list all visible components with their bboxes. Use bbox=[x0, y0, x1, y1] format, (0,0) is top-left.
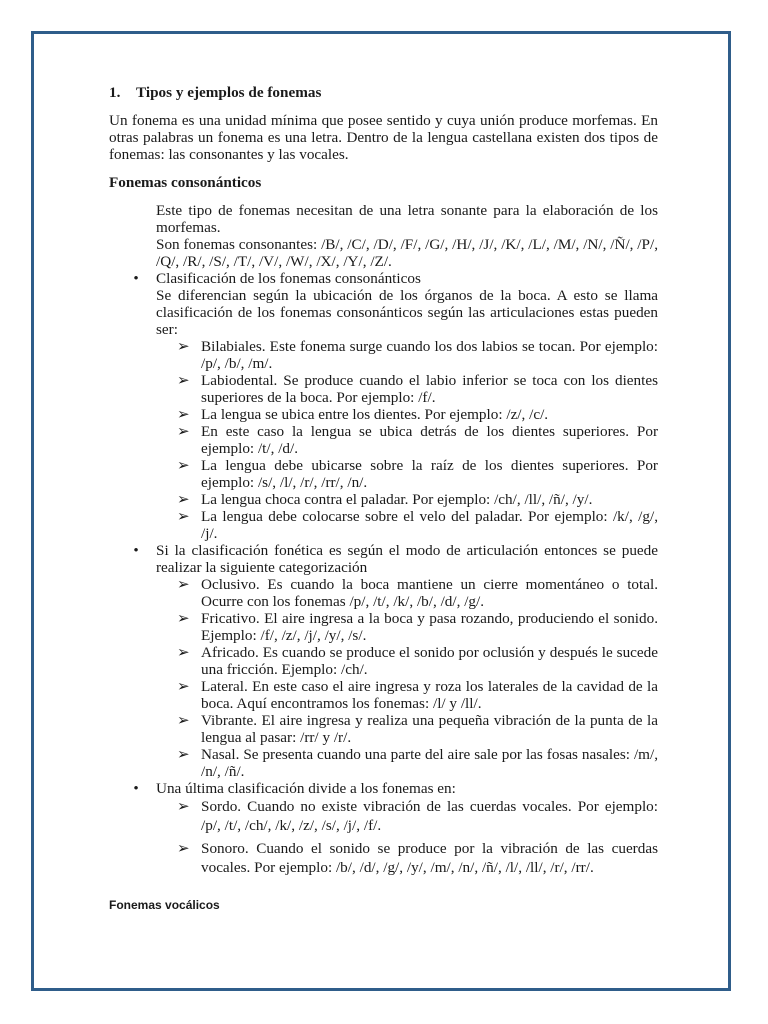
bullet-icon: • bbox=[133, 780, 139, 797]
bullet-articulation-mode bbox=[109, 542, 658, 780]
bullet-articulation-place bbox=[109, 270, 658, 542]
list-item-text: Lateral. En este caso el aire ingresa y roza los laterales de la cavidad de la boca. Aquí encontramos los fonemas: /l/ y /ll/. bbox=[201, 678, 658, 712]
list-item-text: La lengua debe colocarse sobre el velo del paladar. Por ejemplo: /k/, /g/, /j/. bbox=[201, 508, 658, 542]
list-item bbox=[156, 338, 658, 372]
intro-paragraph: Un fonema es una unidad mínima que posee sentido y cuya unión produce morfemas. En otras palabras un fonema es una letra. Dentro de la lengua castellana existen dos tipos de fonemas: las consonantes y las vocales. bbox=[109, 112, 658, 163]
list-item-text: La lengua choca contra el paladar. Por ejemplo: /ch/, /ll/, /ñ/, /y/. bbox=[201, 491, 593, 508]
list-item-text: Labiodental. Se produce cuando el labio inferior se toca con los dientes superiores de la boca. Por ejemplo: /f/. bbox=[201, 372, 658, 406]
list-item-text: Vibrante. El aire ingresa y realiza una pequeña vibración de la punta de la lengua al pasar: /rr/ y /r/. bbox=[201, 712, 658, 746]
list-item-text: Fricativo. El aire ingresa a la boca y pasa rozando, produciendo el sonido. Ejemplo: /f/, /z/, /j/, /y/, /s/. bbox=[201, 610, 658, 644]
arrow-bullet-icon: ➢ bbox=[177, 610, 190, 627]
arrow-bullet-icon: ➢ bbox=[177, 372, 190, 389]
consonant-paragraph-1: Este tipo de fonemas necesitan de una letra sonante para la elaboración de los morfemas. bbox=[156, 202, 658, 236]
bullet-icon: • bbox=[133, 542, 139, 559]
bullet-title: Una última clasificación divide a los fonemas en: bbox=[156, 780, 456, 797]
list-item bbox=[156, 372, 658, 406]
list-item-text: Nasal. Se presenta cuando una parte del aire sale por las fosas nasales: /m/, /n/, /ñ/. bbox=[201, 746, 658, 780]
list-item bbox=[156, 610, 658, 644]
arrow-bullet-icon: ➢ bbox=[177, 840, 190, 857]
list-item-text: Oclusivo. Es cuando la boca mantiene un cierre momentáneo o total. Ocurre con los fonemas /p/, /t/, /k/, /b/, /d/, /g/. bbox=[201, 576, 658, 610]
section-heading bbox=[109, 84, 658, 101]
arrow-bullet-icon: ➢ bbox=[177, 338, 190, 355]
list-item bbox=[156, 839, 658, 877]
list-item-text: Africado. Es cuando se produce el sonido por oclusión y después le sucede una fricción. Ejemplo: /ch/. bbox=[201, 644, 658, 678]
consonant-heading: Fonemas consonánticos bbox=[109, 174, 262, 191]
bullet-title: Clasificación de los fonemas consonánticos bbox=[156, 270, 421, 287]
consonant-paragraph-2: Son fonemas consonantes: /B/, /C/, /D/, /F/, /G/, /H/, /J/, /K/, /L/, /M/, /N/, /Ñ/, /P/, /Q/, /R/, /S/, /T/, /V/, /W/, /X/, /Y/, /Z/. bbox=[156, 236, 658, 270]
arrow-bullet-icon: ➢ bbox=[177, 406, 190, 423]
list-item bbox=[156, 678, 658, 712]
section-title: Tipos y ejemplos de fonemas bbox=[136, 84, 322, 101]
list-item bbox=[156, 457, 658, 491]
list-item-text: Sordo. Cuando no existe vibración de las cuerdas vocales. Por ejemplo: /p/, /t/, /ch/, /k/, /z/, /s/, /j/, /f/. bbox=[201, 798, 658, 834]
list-item bbox=[156, 644, 658, 678]
bullet-voicing bbox=[109, 780, 658, 877]
bullet-description: Se diferencian según la ubicación de los órganos de la boca. A esto se llama clasificación de los fonemas consonánticos según las articulaciones estas pueden ser: bbox=[156, 287, 658, 338]
arrow-bullet-icon: ➢ bbox=[177, 576, 190, 593]
consonant-description bbox=[156, 202, 658, 270]
list-item-text: Sonoro. Cuando el sonido se produce por la vibración de las cuerdas vocales. Por ejemplo: /b/, /d/, /g/, /y/, /m/, /n/, /ñ/, /l/, /ll/, /r/, /rr/. bbox=[201, 840, 658, 876]
arrow-bullet-icon: ➢ bbox=[177, 712, 190, 729]
list-item bbox=[156, 797, 658, 835]
bullet-icon: • bbox=[133, 270, 139, 287]
list-item bbox=[156, 576, 658, 610]
list-item-text: En este caso la lengua se ubica detrás de los dientes superiores. Por ejemplo: /t/, /d/. bbox=[201, 423, 658, 457]
arrow-bullet-icon: ➢ bbox=[177, 491, 190, 508]
arrow-bullet-icon: ➢ bbox=[177, 644, 190, 661]
arrow-list bbox=[156, 576, 658, 780]
arrow-bullet-icon: ➢ bbox=[177, 423, 190, 440]
arrow-bullet-icon: ➢ bbox=[177, 798, 190, 815]
list-item bbox=[156, 508, 658, 542]
list-item bbox=[156, 746, 658, 780]
list-item-text: Bilabiales. Este fonema surge cuando los dos labios se tocan. Por ejemplo: /p/, /b/, /m/. bbox=[201, 338, 658, 372]
list-item bbox=[156, 712, 658, 746]
arrow-list bbox=[156, 338, 658, 542]
arrow-bullet-icon: ➢ bbox=[177, 508, 190, 525]
bullet-title: Si la clasificación fonética es según el modo de articulación entonces se puede realizar la siguiente categorización bbox=[156, 542, 658, 576]
arrow-bullet-icon: ➢ bbox=[177, 457, 190, 474]
list-item bbox=[156, 423, 658, 457]
arrow-bullet-icon: ➢ bbox=[177, 746, 190, 763]
arrow-bullet-icon: ➢ bbox=[177, 678, 190, 695]
classification-list bbox=[109, 270, 658, 877]
list-item bbox=[156, 491, 658, 508]
section-number: 1. bbox=[109, 84, 121, 101]
list-item bbox=[156, 406, 658, 423]
document-body bbox=[109, 84, 658, 881]
vowel-heading: Fonemas vocálicos bbox=[109, 898, 220, 912]
list-item-text: La lengua debe ubicarse sobre la raíz de los dientes superiores. Por ejemplo: /s/, /l/, /r/, /rr/, /n/. bbox=[201, 457, 658, 491]
list-item-text: La lengua se ubica entre los dientes. Por ejemplo: /z/, /c/. bbox=[201, 406, 549, 423]
arrow-list bbox=[156, 797, 658, 877]
